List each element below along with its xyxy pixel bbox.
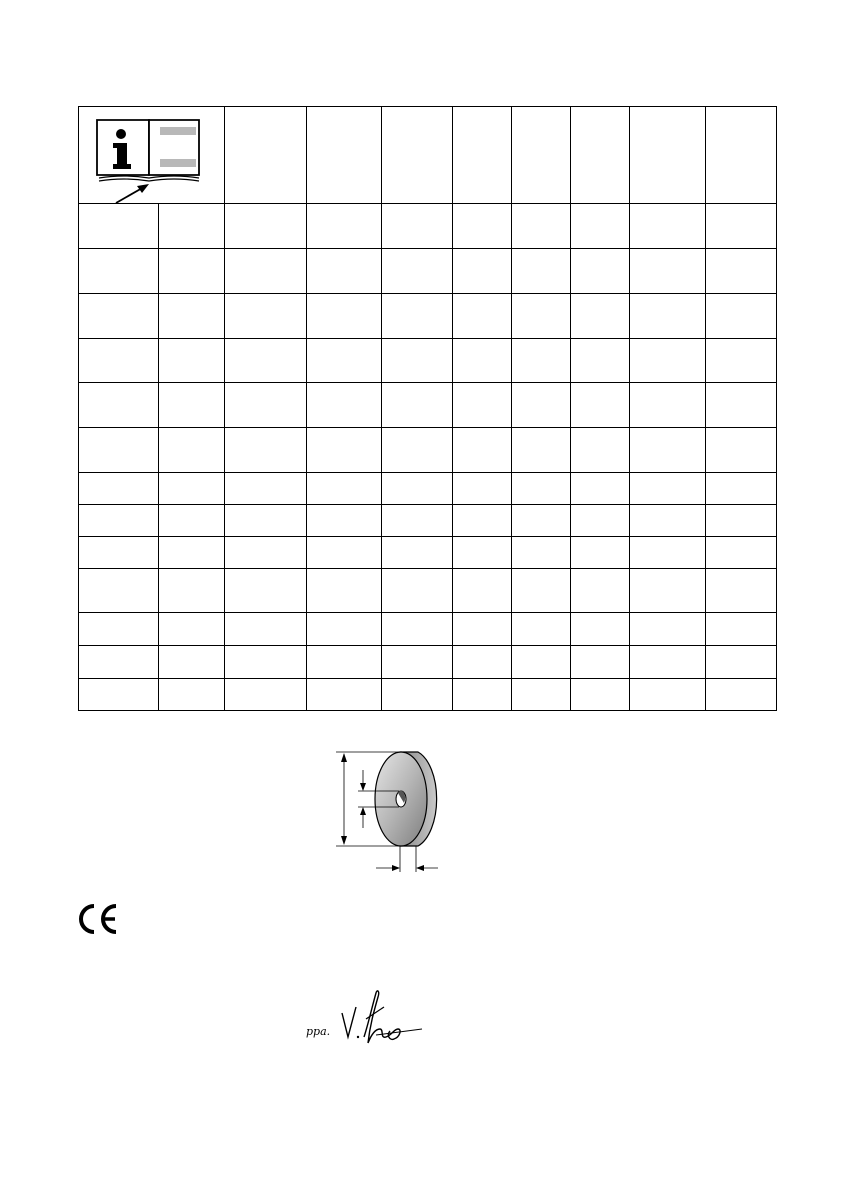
- table-row: [79, 569, 777, 613]
- header-icon-cell: [79, 107, 225, 204]
- info-manual-icon: [79, 107, 225, 204]
- ce-mark-icon: [74, 902, 120, 936]
- table-row: [79, 679, 777, 711]
- table-row: [79, 249, 777, 294]
- signature-icon: [306, 985, 426, 1055]
- table-row: [79, 383, 777, 428]
- table-row: [79, 473, 777, 505]
- grinding-wheel-diagram: [326, 748, 446, 876]
- table-row: [79, 537, 777, 569]
- svg-text:ppa.: ppa.: [306, 1025, 331, 1038]
- table-row: [79, 294, 777, 339]
- table-row: [79, 613, 777, 646]
- table-header-row: [79, 107, 777, 204]
- specification-table: [78, 106, 777, 711]
- table-row: [79, 505, 777, 537]
- table-row: [79, 646, 777, 679]
- table-row: [79, 428, 777, 473]
- table-row: [79, 339, 777, 383]
- table-row: [79, 204, 777, 249]
